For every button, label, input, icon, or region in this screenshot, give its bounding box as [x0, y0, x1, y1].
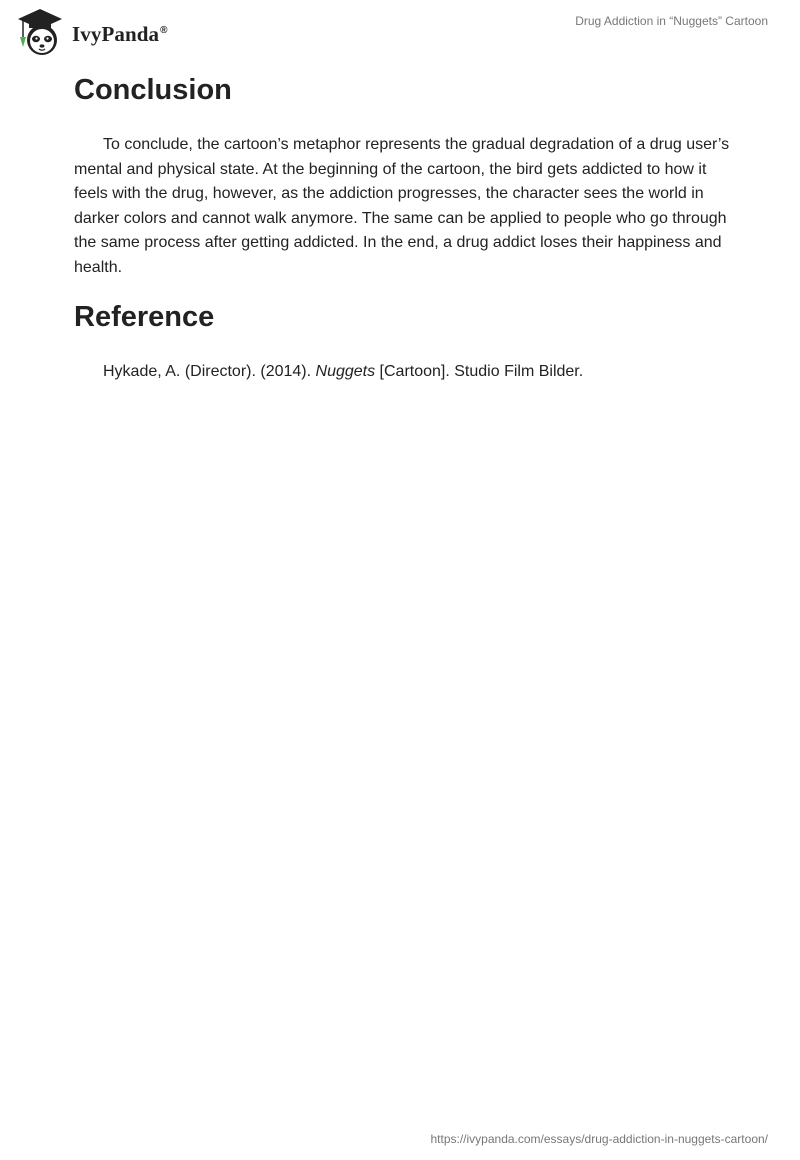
reference-heading: Reference [74, 301, 215, 333]
reference-entry [103, 360, 583, 384]
reference-title: Nuggets [315, 363, 376, 380]
brand-name: IvyPanda® [72, 21, 168, 46]
running-title: Drug Addiction in “Nuggets” Cartoon [575, 14, 768, 28]
registered-mark: ® [160, 24, 168, 36]
reference-suffix: [Cartoon]. Studio Film Bilder. [375, 363, 584, 380]
conclusion-heading: Conclusion [74, 74, 232, 106]
panda-graduate-icon [14, 7, 66, 57]
footer-url[interactable]: https://ivypanda.com/essays/drug-addiction-in-nuggets-cartoon/ [430, 1132, 768, 1146]
conclusion-paragraph: To conclude, the cartoon’s metaphor represents the gradual degradation of a drug user’s mental and physical state. At the beginning of the cartoon, the bird gets addicted to how it feels with the drug, however, as the addiction progresses, the character sees the world in darker colors and cannot walk anymore. The same can be applied to people who go through the same process after getting addicted. In the end, a drug addict loses their happiness and health. [74, 136, 730, 276]
ivypanda-logo[interactable] [14, 6, 168, 58]
reference-prefix: Hykade, A. (Director). (2014). [103, 363, 316, 380]
